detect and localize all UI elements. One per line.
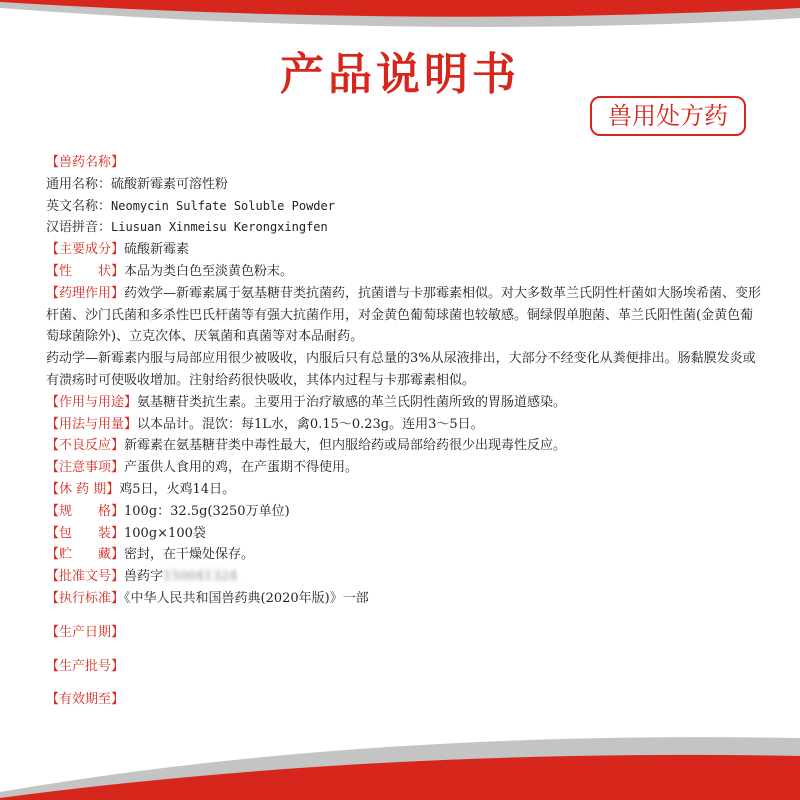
row-approval [46,566,766,588]
row-storage [46,544,766,566]
spacer [46,644,766,656]
row-caution [46,457,766,479]
caution-value: 产蛋供人食用的鸡，在产蛋期不得使用。 [124,460,359,476]
pinyin-label: 汉语拼音： [46,220,112,236]
standard-value: 《中华人民共和国兽药典(2020年版)》一部 [124,590,369,606]
package-label: 【包 装】 [46,525,125,541]
row-english-name [46,196,766,218]
row-appearance [46,261,766,283]
generic-name-label: 通用名称： [46,176,112,192]
english-name-value: Neomycin Sulfate Soluble Powder [111,198,335,213]
approval-label: 【批准文号】 [46,569,125,585]
storage-value: 密封，在干燥处保存。 [124,547,255,563]
expiry-label: 【有效期至】 [46,692,125,708]
generic-name-value: 硫酸新霉素可溶性粉 [111,176,229,192]
row-adverse [46,435,766,457]
row-generic-name [46,174,766,196]
dosage-label: 【用法与用量】 [46,416,138,432]
production-date-label: 【生产日期】 [46,624,125,640]
spacer [46,677,766,689]
row-indication [46,392,766,414]
adverse-label: 【不良反应】 [46,438,125,454]
indication-value: 氨基糖苷类抗生素。主要用于治疗敏感的革兰氏阴性菌所致的胃肠道感染。 [137,394,567,410]
pharmacology-value-2: 药动学—新霉素内服与局部应用很少被吸收，内服后只有总量的3%从尿液排出，大部分不经变化从粪便排出。肠黏膜发炎或有溃疡时可使吸收增加。注射给药很快吸收，其体内过程与卡那霉素相似。 [46,351,756,388]
row-production-date [46,622,766,644]
package-value: 100g×100袋 [124,525,206,541]
row-batch [46,656,766,678]
row-pharmacokinetics [46,348,766,392]
standard-label: 【执行标准】 [46,590,125,606]
ingredient-value: 硫酸新霉素 [124,242,190,258]
page-title: 产品说明书 [280,49,520,100]
row-dosage [46,414,766,436]
withdrawal-value: 鸡5日，火鸡14日。 [119,481,236,497]
spec-label: 【规 格】 [46,503,125,519]
prescription-badge: 兽用处方药 [590,96,746,136]
appearance-value: 本品为类白色至淡黄色粉末。 [124,263,294,279]
spec-value: 100g：32.5g(3250万单位) [124,503,290,519]
row-spec [46,501,766,523]
row-pinyin [46,217,766,239]
row-ingredient [46,239,766,261]
batch-label: 【生产批号】 [46,658,125,674]
bottom-decorative-band [0,700,800,800]
caution-label: 【注意事项】 [46,460,125,476]
appearance-label: 【性 状】 [46,263,125,279]
row-withdrawal [46,479,766,501]
english-name-label: 英文名称： [46,198,112,214]
indication-label: 【作用与用途】 [46,394,138,410]
row-package [46,523,766,545]
drug-name-label: 【兽药名称】 [46,155,125,170]
approval-number: 150041324 [163,569,238,585]
pharmacology-label: 【药理作用】 [46,285,125,301]
pharmacology-value-1: 药效学—新霉素属于氨基糖苷类抗菌药，抗菌谱与卡那霉素相似。对大多数革兰氏阴性杆菌如大肠埃希菌、变形杆菌、沙门氏菌和多杀性巴氏杆菌等有强大抗菌作用，对金黄色葡萄球菌也较敏感。铜绿假单胞菌、革兰氏阳性菌(金黄色葡萄球菌除外)、立克次体、厌氧菌和真菌等对本品耐药。 [46,285,762,345]
spacer [46,610,766,622]
row-drug-name [46,152,766,174]
row-standard [46,588,766,610]
instructions-body [46,152,766,711]
pinyin-value: Liusuan Xinmeisu Kerongxingfen [111,220,328,235]
dosage-value: 以本品计。混饮：每1L水，禽0.15～0.23g。连用3～5日。 [137,416,484,432]
ingredient-label: 【主要成分】 [46,242,125,258]
storage-label: 【贮 藏】 [46,547,125,563]
withdrawal-label: 【休 药 期】 [46,481,120,497]
approval-prefix: 兽药字 [124,569,164,585]
adverse-value: 新霉素在氨基糖苷类中毒性最大，但内服给药或局部给药很少出现毒性反应。 [124,438,567,454]
row-pharmacology [46,283,766,348]
